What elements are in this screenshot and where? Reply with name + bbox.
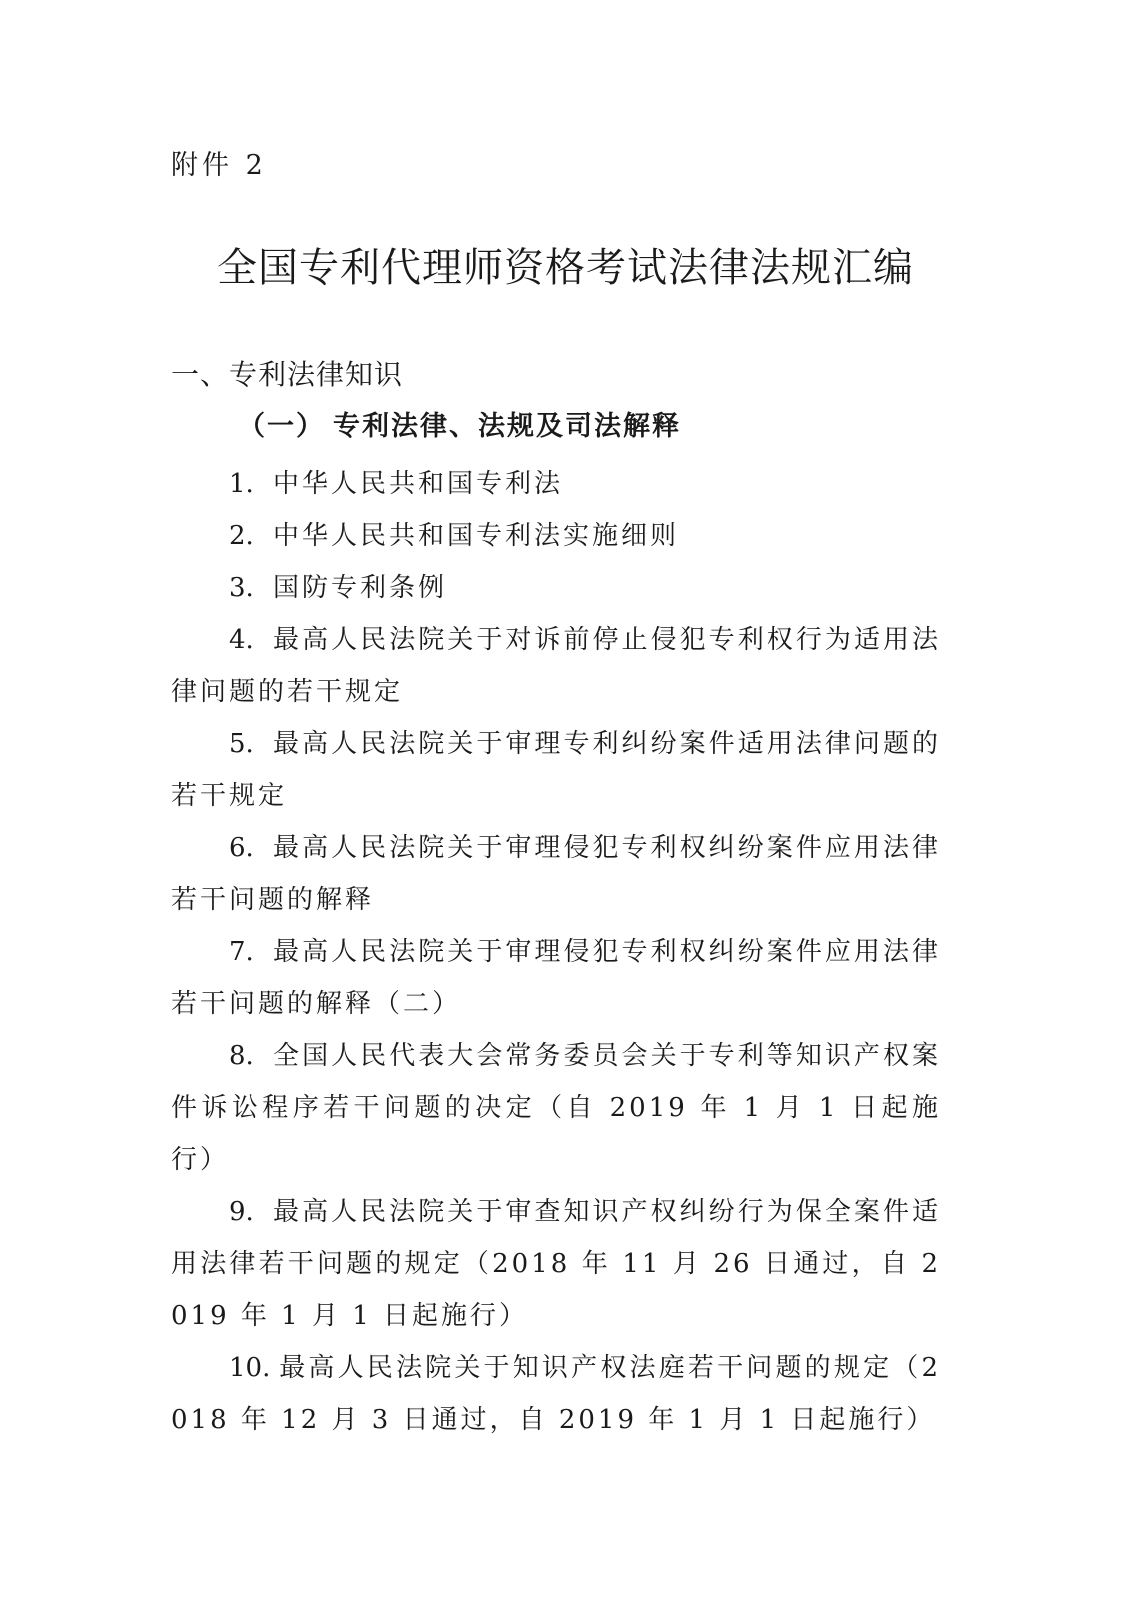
list-item <box>171 926 941 1030</box>
item-text: 最高人民法院关于知识产权法庭若干问题的规定（2018 年 12 月 3 日通过，自 2019 年 1 月 1 日起施行） <box>171 1353 941 1435</box>
section-heading: 一、专利法律知识 <box>171 358 404 391</box>
item-number: 2. <box>229 521 254 551</box>
regulation-list <box>171 458 941 1446</box>
subsection-title: 专利法律、法规及司法解释 <box>333 411 681 442</box>
list-item <box>171 614 941 718</box>
list-item <box>171 822 941 926</box>
item-text: 中华人民共和国专利法 <box>273 469 564 499</box>
item-number: 7. <box>229 937 254 967</box>
item-text: 最高人民法院关于审理侵犯专利权纠纷案件应用法律若干问题的解释（二） <box>171 937 941 1019</box>
list-item <box>171 718 941 822</box>
item-text: 全国人民代表大会常务委员会关于专利等知识产权案件诉讼程序若干问题的决定（自 2019 年 1 月 1 日起施行） <box>171 1041 941 1175</box>
list-item <box>171 562 941 614</box>
attachment-label: 附件 2 <box>171 150 267 181</box>
item-text: 国防专利条例 <box>273 573 448 603</box>
item-text: 中华人民共和国专利法实施细则 <box>273 521 680 551</box>
item-number: 1. <box>229 469 254 499</box>
item-number: 10. <box>229 1353 271 1383</box>
list-item <box>171 1030 941 1186</box>
item-text: 最高人民法院关于审理侵犯专利权纠纷案件应用法律若干问题的解释 <box>171 833 941 915</box>
list-item <box>171 458 941 510</box>
item-text: 最高人民法院关于审查知识产权纠纷行为保全案件适用法律若干问题的规定（2018 年 11 月 26 日通过，自 2019 年 1 月 1 日起施行） <box>171 1197 941 1331</box>
item-number: 4. <box>229 625 254 655</box>
item-number: 8. <box>229 1041 254 1071</box>
item-number: 3. <box>229 573 254 603</box>
subsection-heading <box>238 407 681 447</box>
subsection-number: （一） <box>238 411 325 442</box>
item-number: 6. <box>229 833 254 863</box>
list-item <box>171 1342 941 1446</box>
item-text: 最高人民法院关于审理专利纠纷案件适用法律问题的若干规定 <box>171 729 941 811</box>
document-title: 全国专利代理师资格考试法律法规汇编 <box>217 245 914 291</box>
item-number: 9. <box>229 1197 254 1227</box>
list-item <box>171 510 941 562</box>
item-text: 最高人民法院关于对诉前停止侵犯专利权行为适用法律问题的若干规定 <box>171 625 941 707</box>
list-item <box>171 1186 941 1342</box>
item-number: 5. <box>229 729 254 759</box>
